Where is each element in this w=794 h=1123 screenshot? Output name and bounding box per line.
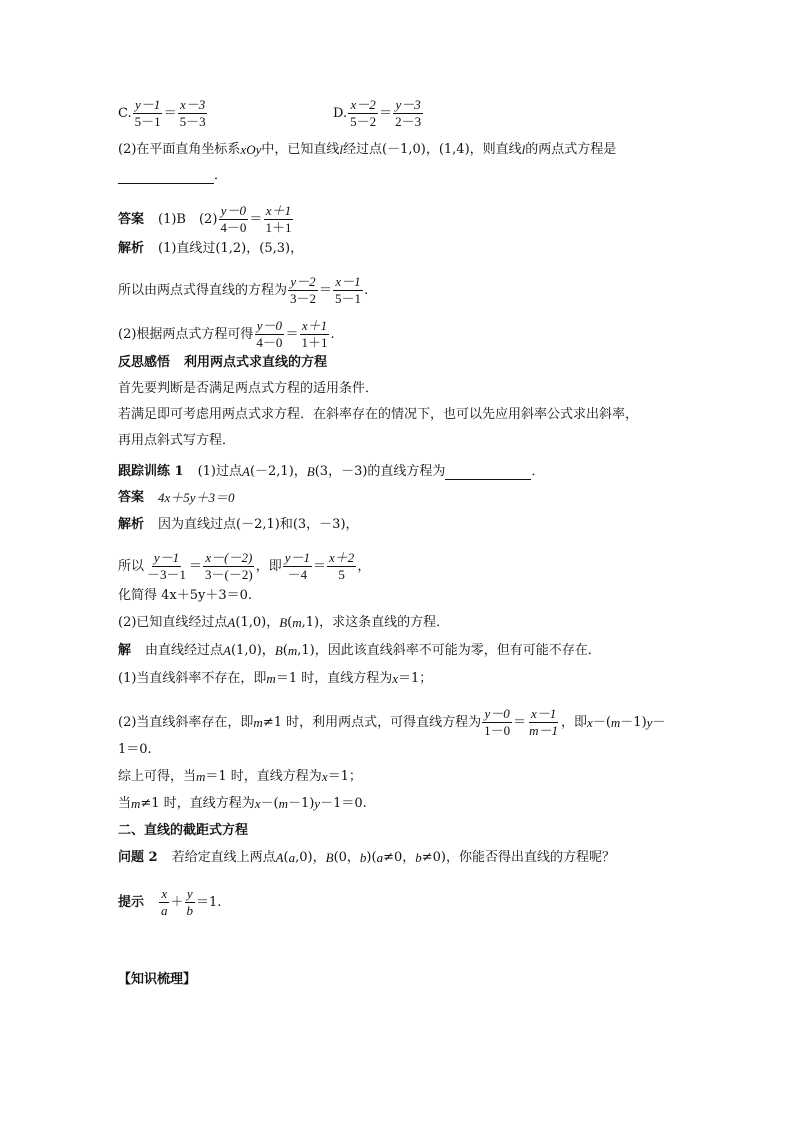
solution: 解 由直线经过点 A (1,0)， B ( m ,1)，因此该直线斜率不可能为零，但有可能不存在． (118, 643, 601, 658)
analysis-3-result: 化简得 4x＋5y＋3＝0. (118, 588, 253, 603)
fraction: $\frac{y-1}{-4}$ (284, 550, 311, 582)
solution-case-2: (2)当直线斜率存在，即 m ≠1 时，利用两点式，可得直线方程为 $\frac{y-0}{1-0}$ ＝ $\frac{x-1}{m-1}$ ，即 x －( m －1) y － (118, 706, 666, 738)
fraction: $\frac{x-1}{m-1}$ (529, 706, 559, 738)
fraction: $\frac{y-0}{4-0}$ (256, 318, 283, 350)
solution-case-2-cont: 1＝0. (118, 742, 152, 757)
analysis-3-eq: 所以 $\frac{y-1}{-3-1}$ ＝ $\frac{x-(-2)}{3-(-2)}$ ，即 $\frac{y-1}{-4}$ ＝ $\frac{x+2}{5}$ ， (118, 550, 371, 582)
practice-2: (2)已知直线经过点 A (1,0)， B ( m ,1)，求这条直线的方程． (118, 615, 450, 630)
question-2-text: (2)在平面直角坐标系 xOy 中，已知直线 l 经过点(－1,0)，(1,4)，则直线 l 的两点式方程是 (118, 142, 617, 157)
solution-case-1: (1)当直线斜率不存在，即 m ＝1 时，直线方程为 x ＝1； (118, 671, 433, 686)
fraction: $\frac{y-1}{5-1}$ (134, 97, 161, 129)
reflection-p1: 首先要判断是否满足两点式方程的适用条件． (118, 381, 379, 396)
fraction: $\frac{x+1}{1+1}$ (265, 203, 292, 235)
fraction: $\frac{y-2}{3-2}$ (290, 274, 317, 306)
fraction: $\frac{x}{a}$ (161, 886, 168, 918)
fraction: $\frac{y-0}{1-0}$ (484, 706, 511, 738)
option-c: C. $\frac{y-1}{5-1}$ ＝ $\frac{x-3}{5-3}$ (118, 97, 206, 129)
analysis-1-eq: 所以由两点式得直线的方程为 $\frac{y-2}{3-2}$ ＝ $\frac{x-1}{5-1}$ . (118, 274, 369, 306)
fraction: $\frac{x+1}{1+1}$ (301, 318, 328, 350)
answer-2: 答案 4x＋5y＋3＝0 (118, 490, 235, 505)
analysis-3: 解析 因为直线过点(－2,1)和(3，－3)， (118, 517, 359, 532)
reflection-p2: 若满足即可考虑用两点式求方程．在斜率存在的情况下，也可以先应用斜率公式求出斜率， (118, 407, 639, 422)
summary-2: 当 m ≠1 时，直线方程为 x －( m －1) y －1＝0. (118, 796, 367, 811)
analysis-1: 解析 (1)直线过(1,2)，(5,3)， (118, 241, 304, 256)
question-2: 问题 2 若给定直线上两点 A ( a ,0)， B (0， b )( a ≠0， b ≠0)，你能否得出直线的方程呢？ (118, 850, 615, 865)
option-d: D. $\frac{x-2}{5-2}$ ＝ $\frac{y-3}{2-3}$ (333, 97, 422, 129)
answer-blank (445, 465, 531, 480)
summary-1: 综上可得，当 m ＝1 时，直线方程为 x ＝1； (118, 769, 362, 784)
analysis-2-eq: (2)根据两点式方程可得 $\frac{y-0}{4-0}$ ＝ $\frac{x+1}{1+1}$ . (118, 318, 335, 350)
fraction: $\frac{x-1}{5-1}$ (335, 274, 362, 306)
fraction: $\frac{x+2}{5}$ (329, 550, 355, 582)
practice-1: 跟踪训练 1 (1)过点 A (－2,1)， B (3，－3)的直线方程为 ． (118, 464, 545, 479)
hint: 提示 $\frac{x}{a}$ ＋ $\frac{y}{b}$ ＝1. (118, 886, 222, 918)
knowledge-heading: 【知识梳理】 (118, 972, 197, 987)
fraction: $\frac{y}{b}$ (186, 886, 194, 918)
section-heading: 二、直线的截距式方程 (118, 823, 249, 838)
answer-1: 答案 (1)B (2) $\frac{y-0}{4-0}$ ＝ $\frac{x+1}{1+1}$ (118, 203, 292, 235)
fraction: $\frac{x-3}{5-3}$ (179, 97, 206, 129)
fraction: $\frac{x-2}{5-2}$ (350, 97, 377, 129)
reflection-p3: 再用点斜式写方程． (118, 433, 236, 448)
reflection-heading: 反思感悟 利用两点式求直线的方程 (118, 355, 328, 370)
fraction: $\frac{y-3}{2-3}$ (395, 97, 422, 129)
answer-blank (118, 169, 214, 184)
answer-blank-line: ． (118, 167, 227, 185)
fraction: $\frac{x-(-2)}{3-(-2)}$ (205, 550, 253, 582)
fraction: $\frac{y-0}{4-0}$ (220, 203, 247, 235)
fraction: $\frac{y-1}{-3-1}$ (147, 550, 187, 582)
